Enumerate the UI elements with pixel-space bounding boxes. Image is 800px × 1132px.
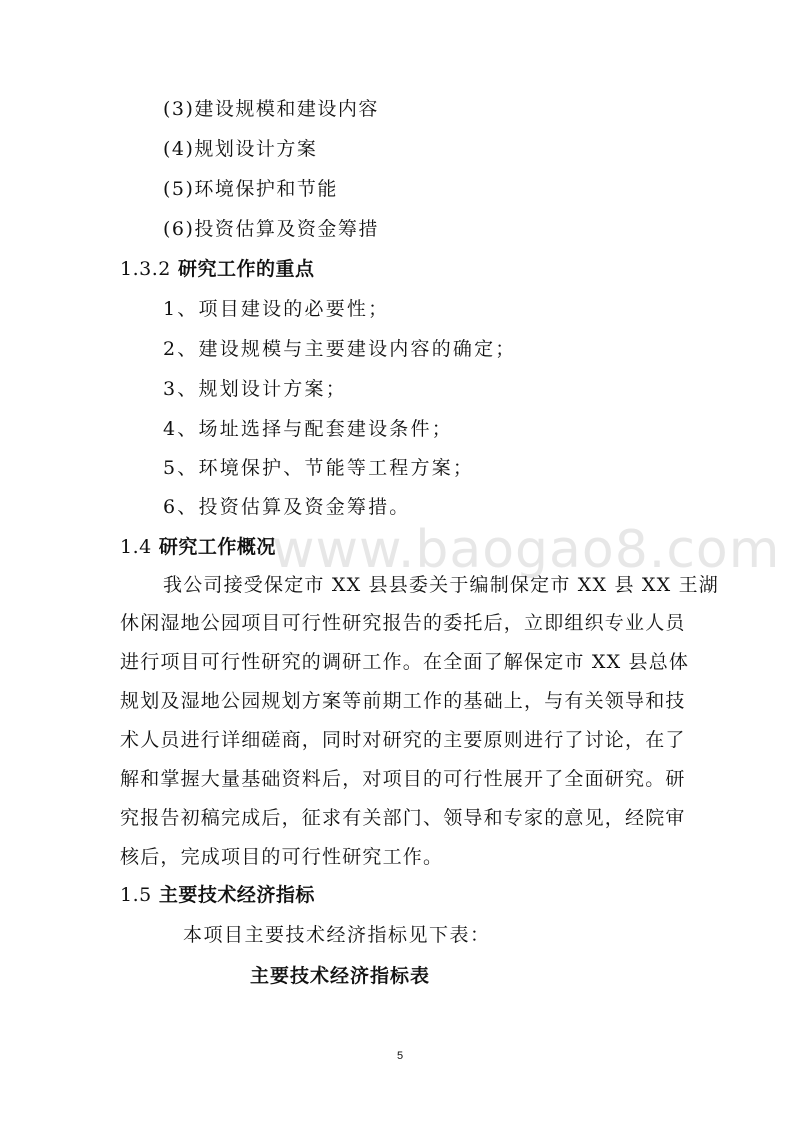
- section-number: 1.5: [120, 884, 152, 906]
- watermark: www.baogao8.com: [272, 520, 781, 580]
- section-heading-1-4: [120, 535, 276, 559]
- paragraph-line: 进行项目可行性研究的调研工作。在全面了解保定市 XX 县总体: [120, 651, 690, 673]
- paragraph-line: 休闲湿地公园项目可行性研究报告的委托后，立即组织专业人员: [120, 612, 686, 634]
- list-item: (6)投资估算及资金筹措: [163, 218, 379, 240]
- section-title: 研究工作的重点: [177, 258, 315, 280]
- paragraph-line: 解和掌握大量基础资料后，对项目的可行性展开了全面研究。研: [120, 768, 686, 790]
- table-title: 主要技术经济指标表: [249, 965, 430, 987]
- list-item: 1、项目建设的必要性；: [163, 298, 390, 320]
- paragraph-line: 核后，完成项目的可行性研究工作。: [120, 846, 444, 868]
- section-title: 主要技术经济指标: [158, 884, 315, 906]
- list-item: (3)建设规模和建设内容: [163, 98, 379, 120]
- list-item: 3、规划设计方案；: [163, 378, 347, 400]
- section-title: 研究工作概况: [158, 536, 276, 558]
- section-heading-1-5: [120, 883, 315, 907]
- section-number: 1.3.2: [120, 258, 171, 280]
- section-number: 1.4: [120, 536, 152, 558]
- section-heading-1-3-2: [120, 257, 315, 281]
- table-intro: 本项目主要技术经济指标见下表：: [183, 924, 491, 946]
- paragraph-line: 我公司接受保定市 XX 县县委关于编制保定市 XX 县 XX 王湖: [163, 574, 719, 596]
- page-number: 5: [396, 1050, 404, 1062]
- list-item: (5)环境保护和节能: [163, 178, 338, 200]
- list-item: 4、场址选择与配套建设条件；: [163, 418, 453, 440]
- list-item: 2、建设规模与主要建设内容的确定；: [163, 338, 517, 360]
- list-item: 5、环境保护、节能等工程方案；: [163, 457, 475, 479]
- paragraph-line: 究报告初稿完成后，征求有关部门、领导和专家的意见，经院审: [120, 807, 686, 829]
- list-item: (4)规划设计方案: [163, 138, 318, 160]
- list-item: 6、投资估算及资金筹措。: [163, 496, 411, 518]
- paragraph-line: 术人员进行详细磋商，同时对研究的主要原则进行了讨论，在了: [120, 729, 686, 751]
- paragraph-line: 规划及湿地公园规划方案等前期工作的基础上，与有关领导和技: [120, 690, 686, 712]
